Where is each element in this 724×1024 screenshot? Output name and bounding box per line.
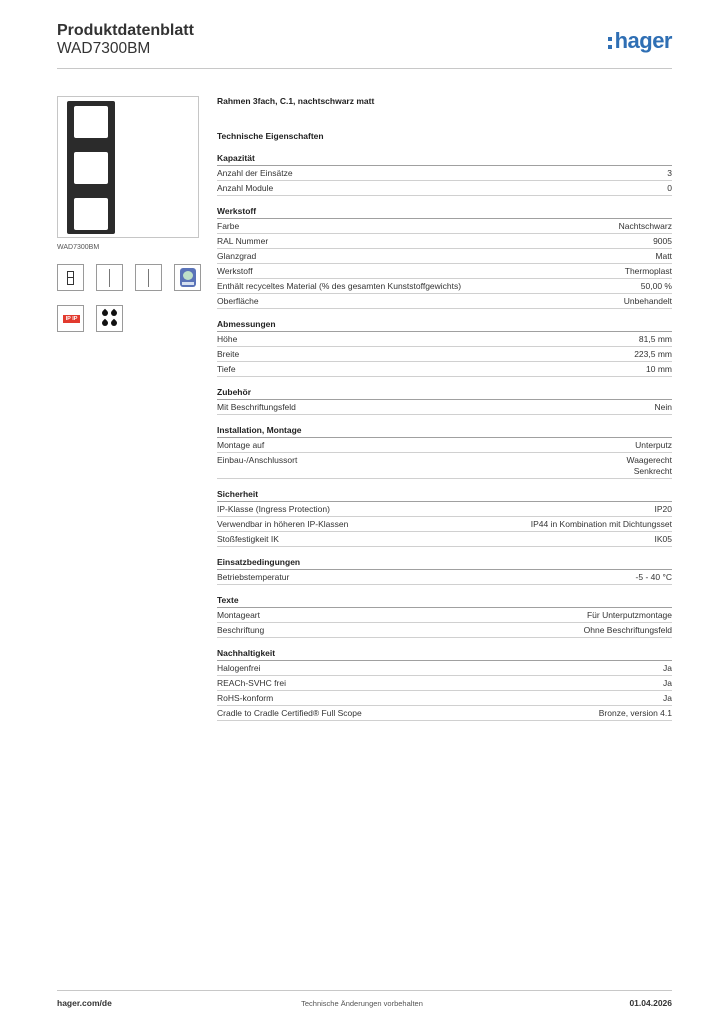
spec-value	[663, 663, 672, 674]
spec-value-line: Unterputz	[635, 439, 672, 450]
spec-value	[619, 221, 672, 232]
spec-value-line: Für Unterputzmontage	[586, 609, 672, 620]
spec-section	[217, 648, 672, 721]
spec-section	[217, 153, 672, 196]
section-title: Kapazität	[217, 153, 672, 166]
ip-rating-icon: IP IP	[57, 305, 84, 332]
spec-label: Verwendbar in höheren IP-Klassen	[217, 518, 349, 529]
product-image	[57, 96, 199, 238]
frame-3fach-graphic	[67, 101, 115, 234]
spec-value	[663, 693, 672, 704]
spec-row	[217, 181, 672, 196]
section-title: Zubehör	[217, 387, 672, 400]
spec-value	[587, 610, 672, 621]
spec-value-line: 3	[667, 167, 672, 178]
logo-dots-icon	[608, 35, 613, 49]
spec-value-line: 10 mm	[646, 363, 672, 374]
spec-value	[599, 708, 672, 719]
spec-value-line: Unbehandelt	[623, 295, 672, 306]
spec-sections	[217, 153, 672, 721]
spec-row	[217, 249, 672, 264]
footer-date: 01.04.2026	[629, 998, 672, 1008]
spec-value-line: Matt	[655, 250, 672, 261]
spec-label: Cradle to Cradle Certified® Full Scope	[217, 707, 362, 718]
image-caption: WAD7300BM	[57, 244, 100, 251]
spec-value	[641, 281, 672, 292]
section-title: Nachhaltigkeit	[217, 648, 672, 661]
tech-heading: Technische Eigenschaften	[217, 131, 324, 141]
spec-section	[217, 489, 672, 547]
spec-row	[217, 676, 672, 691]
spec-value-line: Nachtschwarz	[618, 220, 672, 231]
spec-value-line: IP44 in Kombination mit Dichtungsset	[530, 518, 672, 529]
spec-row	[217, 400, 672, 415]
product-title: Rahmen 3fach, C.1, nachtschwarz matt	[217, 96, 375, 106]
frame-opening	[74, 106, 108, 138]
spec-row	[217, 264, 672, 279]
spec-label: Betriebstemperatur	[217, 571, 290, 582]
spec-row	[217, 532, 672, 547]
spec-label: Höhe	[217, 333, 238, 344]
spec-value-line: Senkrecht	[633, 465, 672, 476]
spec-label: Einbau-/Anschlussort	[217, 454, 298, 465]
spec-value-line: Ja	[663, 677, 672, 688]
article-number: WAD7300BM	[57, 40, 151, 57]
water-drops-icon	[96, 305, 123, 332]
spec-label: IP-Klasse (Ingress Protection)	[217, 503, 330, 514]
spec-label: Halogenfrei	[217, 662, 261, 673]
spec-value	[625, 266, 672, 277]
spec-label: REACh-SVHC frei	[217, 677, 286, 688]
spec-label: Farbe	[217, 220, 240, 231]
line-icon	[96, 264, 123, 291]
spec-label: Enthält recyceltes Material (% des gesamten Kunststoffgewichts)	[217, 280, 462, 291]
spec-value	[646, 364, 672, 375]
spec-section	[217, 387, 672, 415]
frame-opening	[74, 198, 108, 230]
section-title: Einsatzbedingungen	[217, 557, 672, 570]
spec-row	[217, 362, 672, 377]
spec-row	[217, 234, 672, 249]
section-title: Abmessungen	[217, 319, 672, 332]
spec-value-line: Nein	[654, 401, 672, 412]
spec-row	[217, 706, 672, 721]
spec-row	[217, 623, 672, 638]
spec-value-line: 9005	[653, 235, 672, 246]
spec-value-line: 81,5 mm	[638, 333, 672, 344]
spec-row	[217, 661, 672, 676]
line-icon	[135, 264, 162, 291]
spec-value	[639, 334, 672, 345]
spec-value-line: Ja	[663, 692, 672, 703]
spec-value-line: IP20	[654, 503, 672, 514]
spec-value	[636, 572, 672, 583]
spec-value	[635, 440, 672, 451]
spec-label: Beschriftung	[217, 624, 265, 635]
spec-section	[217, 595, 672, 638]
footer-note: Technische Änderungen vorbehalten	[301, 999, 423, 1008]
spec-value	[584, 625, 672, 636]
spec-value	[624, 296, 672, 307]
spec-value	[663, 678, 672, 689]
hager-logo	[608, 28, 672, 54]
spec-section	[217, 319, 672, 377]
section-title: Installation, Montage	[217, 425, 672, 438]
spec-value	[655, 504, 673, 515]
logo-text: hager	[614, 28, 672, 53]
spec-value	[655, 534, 673, 545]
footer-website: hager.com/de	[57, 998, 112, 1008]
spec-label: Anzahl der Einsätze	[217, 167, 293, 178]
spec-value-line: -5 - 40 °C	[635, 571, 672, 582]
spec-value-line: IK05	[654, 533, 672, 544]
spec-row	[217, 166, 672, 181]
header-divider	[57, 68, 672, 69]
spec-value-line: Bronze, version 4.1	[598, 707, 672, 718]
spec-label: RoHS-konform	[217, 692, 274, 703]
spec-label: Werkstoff	[217, 265, 253, 276]
frame-opening	[74, 152, 108, 184]
spec-label: Montageart	[217, 609, 260, 620]
spec-label: Stoßfestigkeit IK	[217, 533, 279, 544]
spec-row	[217, 332, 672, 347]
spec-value	[667, 168, 672, 179]
spec-section	[217, 206, 672, 309]
footer-divider	[57, 990, 672, 991]
spec-row	[217, 502, 672, 517]
spec-value-line: Waagerecht	[626, 454, 672, 465]
spec-value	[626, 455, 672, 477]
spec-row	[217, 453, 672, 479]
spec-value-line: 223,5 mm	[634, 348, 672, 359]
spec-value	[531, 519, 672, 530]
spec-row	[217, 570, 672, 585]
spec-row	[217, 691, 672, 706]
spec-section	[217, 557, 672, 585]
spec-label: Glanzgrad	[217, 250, 257, 261]
section-title: Sicherheit	[217, 489, 672, 502]
spec-value	[667, 183, 672, 194]
spec-row	[217, 219, 672, 234]
spec-section	[217, 425, 672, 479]
spec-value-line: 0	[667, 182, 672, 193]
spec-row	[217, 279, 672, 294]
spec-row	[217, 347, 672, 362]
document-title: Produktdatenblatt	[57, 22, 194, 39]
spec-value	[634, 349, 672, 360]
section-title: Werkstoff	[217, 206, 672, 219]
spec-label: Tiefe	[217, 363, 236, 374]
spec-value-line: 50,00 %	[640, 280, 672, 291]
spec-value-line: Ja	[663, 662, 672, 673]
spec-label: Oberfläche	[217, 295, 259, 306]
spec-value	[653, 236, 672, 247]
spec-value-line: Ohne Beschriftungsfeld	[583, 624, 672, 635]
spec-content	[217, 96, 672, 731]
spec-row	[217, 294, 672, 309]
spec-value	[655, 251, 672, 262]
spec-label: Mit Beschriftungsfeld	[217, 401, 296, 412]
switch-module-icon	[57, 264, 84, 291]
spec-row	[217, 608, 672, 623]
spec-row	[217, 517, 672, 532]
spec-label: RAL Nummer	[217, 235, 269, 246]
cradle-to-cradle-icon	[174, 264, 201, 291]
spec-label: Montage auf	[217, 439, 265, 450]
spec-row	[217, 438, 672, 453]
section-title: Texte	[217, 595, 672, 608]
spec-value-line: Thermoplast	[624, 265, 672, 276]
spec-label: Anzahl Module	[217, 182, 274, 193]
spec-label: Breite	[217, 348, 240, 359]
spec-value	[655, 402, 672, 413]
